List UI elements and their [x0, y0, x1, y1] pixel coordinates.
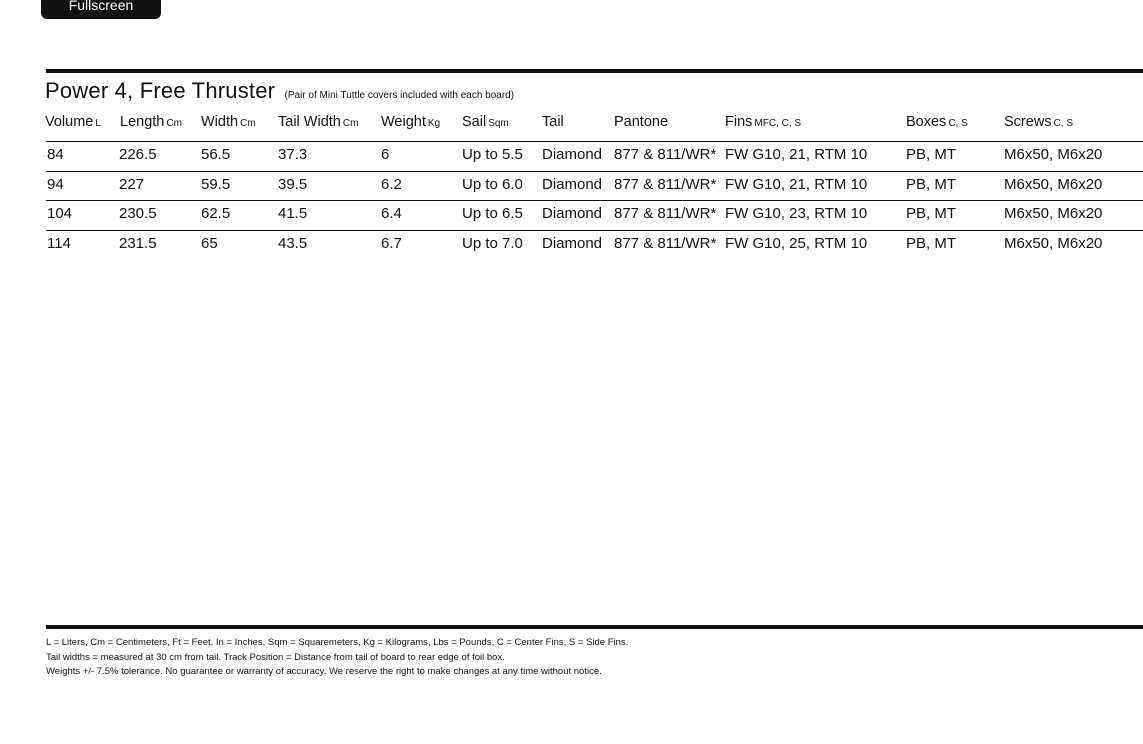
cell-length: 226.5 [119, 146, 157, 163]
col-header-weight: Weight Kg [381, 114, 441, 130]
cell-screws: M6x50, M6x20 [1004, 234, 1103, 252]
cell-pantone: 877 & 811/WR* [614, 205, 717, 222]
spec-table [0, 141, 1143, 259]
cell-boxes: PB, MT [906, 205, 957, 222]
cell-boxes: PB, MT [906, 146, 957, 163]
cell-width: 56.5 [201, 146, 231, 163]
col-header-volume: Volume L [45, 114, 101, 130]
cell-fins: FW G10, 25, RTM 10 [725, 234, 868, 252]
fullscreen-button[interactable]: Fullscreen [41, 0, 161, 19]
footnote-line: L = Liters, Cm = Centimeters, Ft = Feet, In = Inches, Sqm = Squaremeters, Kg = Kilograms, Lbs = Pounds, C = Center Fins, S = Side Fins. [46, 637, 629, 648]
cell-pantone: 877 & 811/WR* [614, 146, 717, 163]
cell-width: 65 [201, 234, 218, 252]
cell-weight: 6.4 [381, 205, 402, 222]
col-header-fins: Fins MFC, C, S [725, 114, 802, 130]
cell-volume: 84 [47, 146, 64, 163]
cell-sail: Up to 7.0 [462, 234, 523, 252]
cell-length: 230.5 [119, 205, 157, 222]
col-header-boxes: Boxes C, S [906, 114, 968, 130]
top-divider [46, 69, 1143, 73]
cell-sail: Up to 6.0 [462, 175, 523, 193]
cell-tail-width: 41.5 [278, 205, 308, 222]
cell-tail: Diamond [542, 205, 603, 222]
cell-volume: 104 [47, 205, 73, 222]
cell-tail-width: 37.3 [278, 146, 308, 163]
cell-sail: Up to 6.5 [462, 205, 523, 222]
table-row [46, 200, 1143, 230]
cell-pantone: 877 & 811/WR* [614, 234, 717, 252]
table-row [46, 230, 1143, 260]
cell-weight: 6.2 [381, 175, 402, 193]
footnote-line: Weights +/- 7.5% tolerance. No guarantee or warranty of accuracy. We reserve the right to make changes at any time without notice. [46, 666, 602, 678]
cell-tail-width: 43.5 [278, 234, 308, 252]
title-text: Power 4, Free Thruster [45, 78, 276, 103]
col-header-screws: Screws C, S [1004, 114, 1073, 130]
cell-screws: M6x50, M6x20 [1004, 175, 1103, 193]
cell-width: 59.5 [201, 175, 231, 193]
col-header-tail: Tail [542, 114, 564, 130]
cell-fins: FW G10, 21, RTM 10 [725, 175, 868, 193]
col-header-tail-width: Tail Width Cm [278, 114, 359, 130]
cell-boxes: PB, MT [906, 175, 957, 193]
cell-weight: 6.7 [381, 234, 402, 252]
cell-volume: 94 [47, 175, 64, 193]
cell-tail: Diamond [542, 234, 603, 252]
cell-tail: Diamond [542, 146, 603, 163]
cell-sail: Up to 5.5 [462, 146, 523, 163]
table-header [0, 114, 1143, 138]
cell-pantone: 877 & 811/WR* [614, 175, 717, 193]
cell-tail-width: 39.5 [278, 175, 308, 193]
cell-boxes: PB, MT [906, 234, 957, 252]
page-title [45, 78, 514, 104]
col-header-sail: Sail Sqm [462, 114, 509, 130]
cell-volume: 114 [47, 234, 71, 252]
col-header-pantone: Pantone [614, 114, 669, 130]
title-note: (Pair of Mini Tuttle covers included with each board) [284, 90, 515, 101]
cell-fins: FW G10, 23, RTM 10 [725, 205, 868, 222]
cell-length: 231.5 [119, 234, 157, 252]
cell-weight: 6 [381, 146, 390, 163]
cell-screws: M6x50, M6x20 [1004, 146, 1103, 163]
cell-length: 227 [119, 175, 145, 193]
cell-fins: FW G10, 21, RTM 10 [725, 146, 868, 163]
footnotes [46, 636, 628, 680]
cell-tail: Diamond [542, 175, 603, 193]
col-header-length: Length Cm [120, 114, 182, 130]
col-header-width: Width Cm [201, 114, 256, 130]
cell-width: 62.5 [201, 205, 231, 222]
bottom-divider [46, 625, 1143, 629]
table-row [46, 141, 1143, 171]
footnote-line: Tail widths = measured at 30 cm from tail. Track Position = Distance from tail of board to rear edge of foil box. [46, 651, 505, 663]
cell-screws: M6x50, M6x20 [1004, 205, 1103, 222]
table-row [46, 171, 1143, 201]
